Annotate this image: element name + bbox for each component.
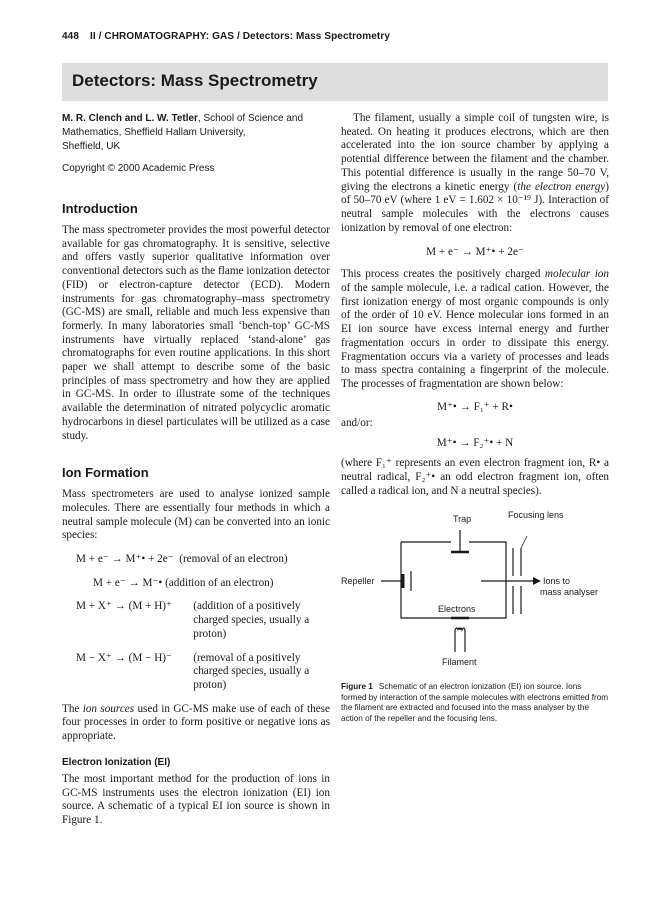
figure-number: Figure 1 (341, 682, 373, 692)
authors (62, 112, 330, 154)
equation-formula: M + e⁻ → M⁺• + 2e⁻ (76, 553, 174, 566)
filament-coil (455, 628, 465, 630)
ion-beam-arrowhead (533, 577, 541, 585)
ionization-equations (62, 553, 330, 693)
ion-sources-term: ion sources (82, 702, 135, 715)
focusing-lens-leader (521, 536, 527, 548)
filament-label: Filament (442, 657, 477, 668)
text-run: ) of 50–70 eV (where 1 eV = 1.602 × 10⁻¹⁹ J). Interaction of neutral sample molecules with the electrons causes ionization by removal of one electron: (341, 180, 609, 234)
copyright: Copyright © 2000 Academic Press (62, 163, 215, 174)
equation-note: (removal of an electron) (179, 553, 288, 566)
figure-caption (341, 682, 609, 724)
article-title: Detectors: Mass Spectrometry (72, 71, 318, 90)
figure-ei-source (341, 510, 609, 674)
molecular-ion-paragraph (341, 268, 609, 391)
mass-analyser-label: mass analyser (540, 587, 599, 598)
repeller-label: Repeller (341, 576, 375, 587)
page-number: 448 (62, 31, 79, 42)
molecular-ion-term: molecular ion (544, 268, 609, 281)
electron-ionization-paragraph-1: The most important method for the production of ions in GC-MS instruments uses the electron ionization (EI) ion source. A schematic of a typical EI ion source is shown in Figure 1. (62, 772, 330, 826)
ion-formation-paragraph: Mass spectrometers are used to analyse ionized sample molecules. There are essentially four methods in which a neutral sample molecule (M) can be converted into an ionic species: (62, 488, 330, 542)
figure-caption-text: Schematic of an electron ionization (EI) ion source. Ions formed by interaction of the sample molecules with electrons emitted from the filament are extracted and focused into the mass analyser by the action of the repeller and the focusing lens. (341, 682, 609, 723)
author-names: M. R. Clench and L. W. Tetler (62, 113, 198, 124)
text-run: The (62, 702, 83, 715)
equation-formula: M − X⁺ → (M − H)⁻ (76, 651, 172, 664)
equation-formula: M + e⁻ → M⁻• (93, 576, 163, 589)
introduction-paragraph: The mass spectrometer provides the most powerful detector available for gas chromatography. It is sensitive, selective and offers vastly superior qualitative information over conventional detectors such as the flame ionization detector (FID) or electron-capture detector (ECD). Modern instruments for gas chromatography–mass spectrometry (GC-MS) are small, reliable and much less expensive than formerly. In many laboratories small ‘bench-top’ GC-MS instruments have virtually replaced ‘stand-alone’ gas chromatographs for even routine applications. In this short paper we shall attempt to describe some of the basic principles of mass spectrometry and how they are applied in GC-MS. In order to illustrate some of the techniques available the determination of nitrated polycyclic aromatic hydrocarbons in diesel particulates will be utilized as a case study. (62, 224, 330, 442)
ionization-equation: M + e⁻ → M⁺• + 2e⁻ (426, 246, 524, 259)
equation-note: (addition of a positively charged species, usually a proton) (193, 600, 310, 640)
electrons-label: Electrons (438, 604, 476, 615)
focusing-lens-label: Focusing lens (508, 510, 564, 521)
text-run: This process creates the positively charged (341, 268, 545, 281)
fragmentation-equation-1: M⁺• → F₁⁺ + R• (437, 400, 513, 413)
ion-formation-heading: Ion Formation (62, 465, 149, 481)
equation-row (62, 652, 330, 693)
introduction-heading: Introduction (62, 201, 138, 216)
text-run: The filament, usually a simple coil of tungsten wire, is heated. On heating it produces electrons, which are then accelerated into the ion source chamber by applying a potential difference between the filament and the chamber. This potential difference is usually in the range 50–70 V, giving the electrons a kinetic energy ( (341, 112, 609, 193)
electron-energy-term: the electron energy (517, 180, 606, 193)
and-or: and/or: (341, 416, 373, 429)
equation-row (62, 600, 330, 641)
ions-to-label: Ions to (543, 576, 571, 587)
equation-note: (addition of an electron) (165, 576, 274, 589)
equation-formula: M + X⁺ → (M + H)⁺ (76, 600, 172, 613)
text-run: used in GC-MS make use of each of these four processes in order to form positive or negative ions as appropriate. (62, 702, 330, 743)
running-head (62, 31, 390, 42)
right-column (341, 112, 609, 724)
title-bar (62, 63, 608, 101)
fragmentation-equation-2: M⁺• → F₂⁺• + N (436, 437, 514, 450)
equation-row (62, 577, 330, 591)
text-run: of the sample molecule, i.e. a radical cation. However, the first ionization energy of most organic compounds is only of the order of 10 eV. Hence molecular ions formed in an EI ion source have excess internal energy and further fragmentation occurs in order to dissipate this energy. Fragmentation occurs via a variety of processes and leads to mass spectra containing a fingerprint of the molecule. The processes of fragmentation are shown below: (341, 282, 609, 390)
ion-sources-paragraph (62, 703, 330, 744)
left-column (62, 112, 330, 828)
equation-note: (removal of a positively charged species, usually a proton) (193, 651, 310, 691)
running-head-section: II / CHROMATOGRAPHY: GAS / Detectors: Mass Spectrometry (90, 31, 391, 42)
filament-paragraph (341, 112, 609, 235)
affiliation-line-2: Sheffield, UK (62, 141, 121, 152)
fragment-definition-paragraph: (where F₁⁺ represents an even electron fragment ion, R• a neutral radical, F₂⁺• an odd electron fragment ion, often called a radical ion, and N a neutral species). (341, 457, 609, 497)
electron-ionization-heading: Electron Ionization (EI) (62, 756, 171, 768)
equation-row (62, 553, 330, 567)
affiliation-line-1: , School of Science and Mathematics, Sheffield Hallam University, (62, 113, 304, 138)
trap-label: Trap (453, 514, 472, 525)
